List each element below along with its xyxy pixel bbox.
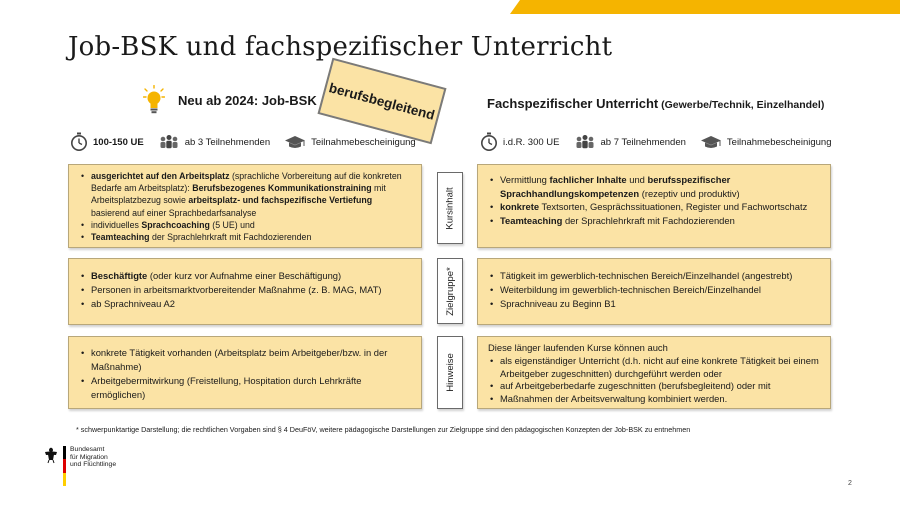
text: Tätigkeit im gewerblich-technischen Bereich/Einzelhandel (angestrebt) xyxy=(500,270,793,281)
text: Arbeitgebermitwirkung (Freistellung, Hospitation durch Lehrkräfte ermöglichen) xyxy=(91,375,362,400)
certificate-item xyxy=(700,134,832,150)
bamf-logo xyxy=(44,446,116,486)
kursinhalt-label xyxy=(437,172,463,244)
list-item xyxy=(79,170,411,219)
german-flag-bar xyxy=(63,446,66,486)
text: (rezeptiv und produktiv) xyxy=(639,187,740,199)
agency-line-3: und Flüchtlinge xyxy=(70,461,117,469)
list-item xyxy=(488,283,820,297)
federal-eagle-icon xyxy=(44,446,58,464)
list-item xyxy=(488,393,820,406)
job-bsk-zielgruppe-box xyxy=(68,258,422,325)
bold-text: Berufsbezogenes Kommunikationstraining xyxy=(192,183,372,194)
graduation-cap-icon xyxy=(284,134,306,150)
zielgruppe-label xyxy=(437,258,463,324)
participants-item xyxy=(574,134,686,150)
text: konkrete Tätigkeit vorhanden (Arbeitsplatz beim Arbeitgeber/bzw. in der Maßnahme) xyxy=(91,347,388,372)
berufsbegleitend-stamp: berufsbegleitend xyxy=(318,58,447,145)
bold-text: Beschäftigte xyxy=(91,270,148,281)
stopwatch-icon xyxy=(480,132,498,152)
bold-text: ausgerichtet auf den Arbeitsplatz xyxy=(91,171,230,181)
text: (sprachliche Vorbereitung auf die konkreten Bedarfe am Arbeitsplatz): xyxy=(91,171,402,194)
bold-text: berufsspezifischer Sprachhandlungskompetenzen xyxy=(500,174,731,199)
text: Personen in arbeitsmarktvorbereitender Maßnahme (z. B. MAG, MAT) xyxy=(91,284,382,295)
list-item xyxy=(488,214,820,228)
slide-title: Job-BSK und fachspezifischer Unterricht xyxy=(68,32,613,62)
text: der Sprachlehrkraft mit Fachdozierenden xyxy=(149,232,312,243)
agency-line-1: Bundesamt xyxy=(70,446,105,453)
job-bsk-meta-row xyxy=(70,129,430,155)
fachspezifisch-hinweise-box xyxy=(477,336,831,409)
list-item xyxy=(488,355,820,381)
participants-text: ab 7 Teilnehmenden xyxy=(600,136,686,148)
text: basierend auf einer Sprachbedarfsanalyse xyxy=(91,207,257,218)
people-group-icon xyxy=(158,134,180,150)
bold-text: fachlicher Inhalte xyxy=(549,174,627,185)
text: als eigenständiger Unterricht (d.h. nicht auf eine konkrete Tätigkeit bei einem Arbeitgeber zugeschnitten) durchgeführt werden oder xyxy=(500,354,819,379)
list-item xyxy=(488,269,820,283)
fachspezifisch-meta-row xyxy=(480,129,845,155)
text: Maßnahmen der Arbeitsverwaltung kombiniert werden. xyxy=(500,393,728,405)
footnote: * schwerpunktartige Darstellung; die rechtlichen Vorgaben sind § 4 DeuFöV, weitere pädagogische Darstellungen zur Zielgruppe sind den pädagogischen Konzepten der Job-BSK zu entnehmen xyxy=(76,425,691,434)
fachspezifisch-heading xyxy=(487,96,824,111)
text: (oder kurz vor Aufnahme einer Beschäftigung) xyxy=(147,270,342,281)
text: Sprachniveau zu Beginn B1 xyxy=(500,298,616,309)
participants-text: ab 3 Teilnehmenden xyxy=(184,136,271,148)
bold-text: konkrete xyxy=(500,201,540,213)
graduation-cap-icon xyxy=(700,134,722,150)
kursinhalt-label-text: Kursinhalt xyxy=(444,186,456,230)
duration-text: 100-150 UE xyxy=(93,136,144,148)
job-bsk-hinweise-box xyxy=(68,336,422,409)
text: mit Arbeitsplatzbezug sowie xyxy=(91,183,386,206)
list-item xyxy=(488,173,820,200)
bold-text: Teamteaching xyxy=(500,214,563,226)
list-item xyxy=(79,283,411,297)
certificate-text: Teilnahmebescheinigung xyxy=(726,136,832,148)
fachspezifisch-heading-sub: (Gewerbe/Technik, Einzelhandel) xyxy=(658,99,825,111)
bold-text: Teamteaching xyxy=(91,232,150,243)
bold-text: arbeitsplatz- und fachspezifische Vertiefung xyxy=(188,195,373,206)
fachspezifisch-kursinhalt-box xyxy=(477,164,831,248)
fachspezifisch-heading-main: Fachspezifischer Unterricht xyxy=(487,96,659,111)
certificate-item xyxy=(284,134,416,150)
job-bsk-kursinhalt-box xyxy=(68,164,422,248)
text: Vermittlung xyxy=(500,174,550,185)
list-item xyxy=(79,346,411,374)
stopwatch-icon xyxy=(70,132,88,152)
list-item xyxy=(488,380,820,393)
corner-accent-bar xyxy=(510,0,900,14)
text: Textsorten, Gesprächssituationen, Register und Fachwortschatz xyxy=(539,201,808,213)
list-item xyxy=(488,297,820,311)
text: und xyxy=(626,174,648,185)
page-number: 2 xyxy=(848,480,852,487)
list-item xyxy=(79,374,411,402)
participants-item xyxy=(158,134,270,150)
text: der Sprachlehrkraft mit Fachdozierenden xyxy=(562,214,735,226)
text: (5 UE) und xyxy=(209,219,255,230)
zielgruppe-label-text: Zielgruppe* xyxy=(444,266,456,316)
hinweise-label xyxy=(437,336,463,409)
agency-line-2: für Migration xyxy=(70,453,108,461)
duration-text: i.d.R. 300 UE xyxy=(503,136,560,148)
people-group-icon xyxy=(574,134,596,150)
fachspezifisch-zielgruppe-box xyxy=(477,258,831,325)
list-item xyxy=(79,231,411,243)
hinweise-label-text: Hinweise xyxy=(444,353,456,392)
list-item xyxy=(488,200,820,214)
agency-name xyxy=(70,446,116,469)
hinweise-intro: Diese länger laufenden Kurse können auch xyxy=(488,342,668,353)
text: Weiterbildung im gewerblich-technischen Bereich/Einzelhandel xyxy=(500,284,761,295)
text: ab Sprachniveau A2 xyxy=(91,298,175,309)
job-bsk-heading: Neu ab 2024: Job-BSK xyxy=(178,93,317,108)
list-item xyxy=(79,297,411,311)
certificate-text: Teilnahmebescheinigung xyxy=(311,136,416,148)
duration-item xyxy=(70,132,144,152)
list-item xyxy=(79,269,411,283)
duration-item xyxy=(480,132,560,152)
lightbulb-icon xyxy=(143,85,165,115)
list-item xyxy=(79,219,411,231)
text: individuelles xyxy=(91,219,142,230)
text: auf Arbeitgeberbedarfe zugeschnitten (berufsbegleitend) oder mit xyxy=(500,380,771,392)
bold-text: Sprachcoaching xyxy=(141,219,210,230)
